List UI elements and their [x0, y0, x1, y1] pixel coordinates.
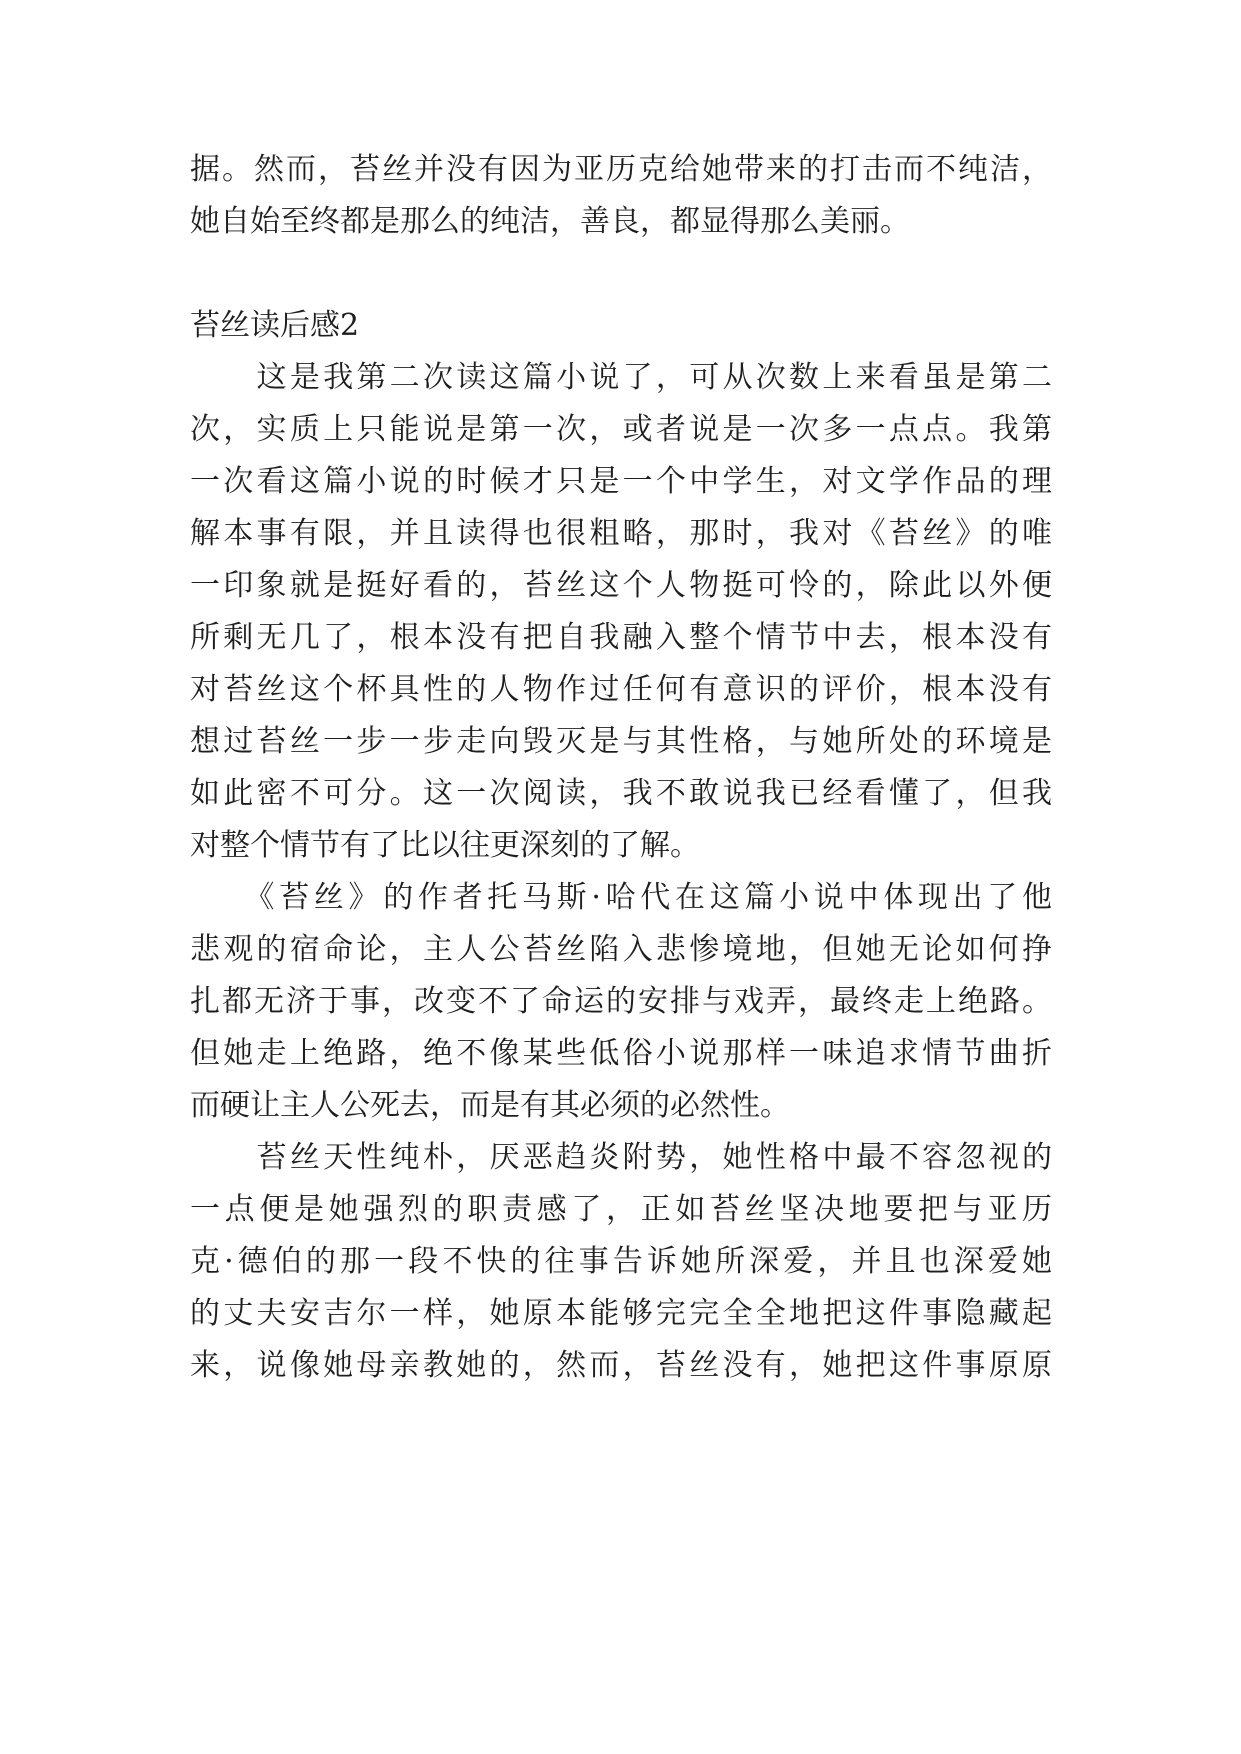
text-line: 悲观的宿命论，主人公苔丝陷入悲惨境地，但她无论如何挣	[190, 932, 1052, 967]
text-line: 苔丝天性纯朴，厌恶趋炎附势，她性格中最不容忽视的	[190, 1140, 1052, 1175]
text-line: 据。然而，苔丝并没有因为亚历克给她带来的打击而不纯洁，	[190, 152, 1052, 187]
text-line: 克·德伯的那一段不快的往事告诉她所深爱，并且也深爱她	[190, 1244, 1052, 1279]
text-line: 次，实质上只能说是第一次，或者说是一次多一点点。我第	[190, 412, 1052, 447]
text-line: 而硬让主人公死去，而是有其必须的必然性。	[190, 1088, 790, 1123]
text-line: 《苔丝》的作者托马斯·哈代在这篇小说中体现出了他	[190, 880, 1052, 915]
section-heading: 苔丝读后感2	[190, 308, 360, 343]
text-line: 如此密不可分。这一次阅读，我不敢说我已经看懂了，但我	[190, 776, 1052, 811]
text-line: 一次看这篇小说的时候才只是一个中学生，对文学作品的理	[190, 464, 1052, 499]
text-line: 解本事有限，并且读得也很粗略，那时，我对《苔丝》的唯	[190, 516, 1052, 551]
text-line: 但她走上绝路，绝不像某些低俗小说那样一味追求情节曲折	[190, 1036, 1052, 1071]
text-line: 对整个情节有了比以往更深刻的了解。	[190, 828, 700, 863]
text-line: 这是我第二次读这篇小说了，可从次数上来看虽是第二	[190, 360, 1052, 395]
text-line: 对苔丝这个杯具性的人物作过任何有意识的评价，根本没有	[190, 672, 1052, 707]
text-line: 一点便是她强烈的职责感了，正如苔丝坚决地要把与亚历	[190, 1192, 1052, 1227]
text-line: 所剩无几了，根本没有把自我融入整个情节中去，根本没有	[190, 620, 1052, 655]
text-line: 扎都无济于事，改变不了命运的安排与戏弄，最终走上绝路。	[190, 984, 1052, 1019]
text-line: 来，说像她母亲教她的，然而，苔丝没有，她把这件事原原	[190, 1348, 1052, 1383]
text-line: 想过苔丝一步一步走向毁灭是与其性格，与她所处的环境是	[190, 724, 1052, 759]
text-line: 的丈夫安吉尔一样，她原本能够完完全全地把这件事隐藏起	[190, 1296, 1052, 1331]
text-line: 她自始至终都是那么的纯洁，善良，都显得那么美丽。	[190, 204, 910, 239]
text-line: 一印象就是挺好看的，苔丝这个人物挺可怜的，除此以外便	[190, 568, 1052, 603]
